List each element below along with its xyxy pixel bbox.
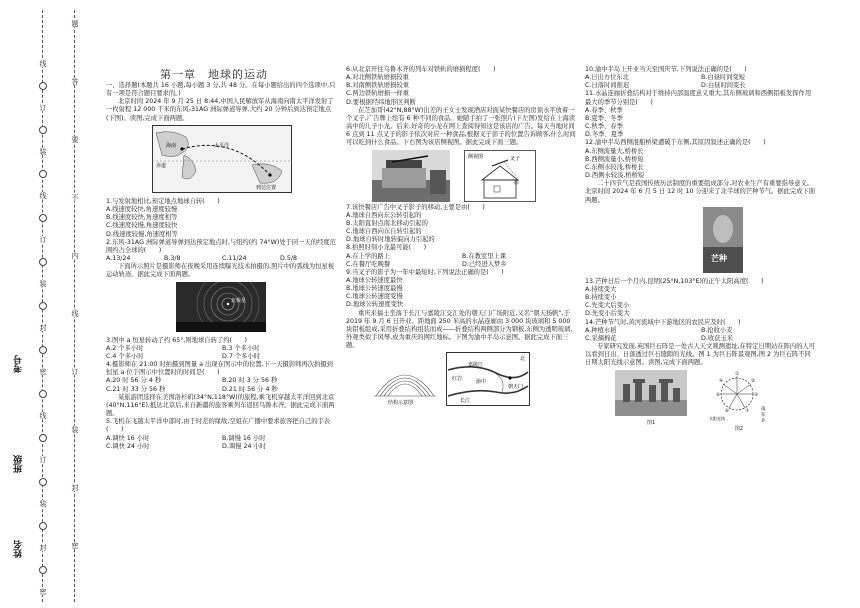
question-10: 10.渝中半岛上开业当天至国庆节,下列说法正确的是( ) xyxy=(585,66,747,73)
sun-ray-dial xyxy=(707,370,771,422)
binding-hole-icon xyxy=(39,170,47,178)
q5-option-b: B.调慢 16 小时 xyxy=(222,434,266,442)
stonehenge-photo xyxy=(615,370,687,416)
name-label: 姓名 xyxy=(14,540,24,558)
question-12: 12.渝中半岛西侧混船桥梁遭破于东侧,其原因叙述正确的是( ) xyxy=(585,139,766,147)
binding-hole-icon xyxy=(39,434,47,442)
q5-option-a: A.调快 16 小时 xyxy=(106,434,150,442)
q6-option-c: C.两边铁轨磨损一样重 xyxy=(346,90,410,98)
shadow-label: 影 xyxy=(514,179,520,186)
q1-option-b: B.线速度较快,角速度相等 xyxy=(106,214,178,222)
yuzhong-peninsula-map xyxy=(446,352,530,406)
side-view-diagram xyxy=(464,150,536,202)
question-13: 13.芒种日后一个月内,昆明(25°N,103°E)的正午太阳高度( ) xyxy=(585,277,764,285)
question-1: 1.与发射地相比,预定地点地球自转( ) xyxy=(106,197,220,205)
q13-option-a: A.持续变大 xyxy=(585,285,617,293)
q5-options-row-2 xyxy=(106,443,338,451)
q10-option-a: A.日出方位东北 xyxy=(585,74,629,82)
compass-south: 南 xyxy=(761,406,766,412)
dial-label-5: ⑤ xyxy=(716,392,721,398)
seal-line-word: 要 xyxy=(71,136,79,143)
q2-options xyxy=(106,255,338,263)
q14-option-b: B.抢收小麦 xyxy=(701,326,733,334)
q9-option-b: B.地球公转速度最慢 xyxy=(346,285,403,293)
q7-option-a: A.地球自西向东公转引起的 xyxy=(346,211,422,219)
q14-option-d: D.收获玉米 xyxy=(701,334,734,342)
q2-option-a: A.13/24 xyxy=(106,255,131,263)
column-1 xyxy=(106,82,338,451)
passage-chongqing: 重庆来福士坐落于长江与嘉陵江交汇处的朝天门广场附近,又名“朝天扬帆”,于 2019 年 9 月 6 日开业。距地面 250 米高的水晶连廊由 3 000 块玻璃和 5 000 块铝板组成,采用折叠结构组装而成——折叠结构两侧部分为钢板,东侧为透明玻璃,外观类似手风琴,成为重庆的网红地标。下图为渝中半岛示意图。据此完成下面三题。 xyxy=(346,309,573,350)
figure-1 xyxy=(615,370,687,433)
column-2 xyxy=(346,66,578,408)
seal-line-word: 封 xyxy=(71,484,79,491)
figure-1-caption: 图1 xyxy=(646,419,656,426)
q4-option-c: C.21 时 33 分 56 秒 xyxy=(106,385,166,393)
binding-mark: 密 xyxy=(39,368,47,375)
star-trail-photo xyxy=(176,282,338,335)
building-structure-figure xyxy=(370,352,440,406)
q9-option-d: D.地球公转速度变快 xyxy=(346,301,404,309)
binding-hole-icon xyxy=(39,390,47,398)
map2-north: 北 xyxy=(520,356,526,363)
fold-line-outer xyxy=(74,10,75,602)
question-7: 7.该快餐店广告中叉子影子的移动,主要是由( ) xyxy=(346,203,485,211)
q2-option-d: D.5/8 xyxy=(280,255,297,263)
side-view-title: 侧视图 xyxy=(468,153,484,160)
question-3: 3.图中 a 恒星转动了约 65°,则地球自转了约( ) xyxy=(106,336,247,344)
structure-caption: 结构示意图 xyxy=(388,400,414,407)
map2-changjiang: 长江 xyxy=(460,398,471,405)
dial-label-4: ④ xyxy=(719,378,724,384)
binding-margin xyxy=(0,0,95,608)
q10-option-d: D.白昼时间变长 xyxy=(701,82,746,90)
q8-option-d: D.已经进入梦乡 xyxy=(462,260,507,268)
binding-mark: 密 xyxy=(39,588,47,595)
binding-hole-icon xyxy=(39,126,47,134)
q11-option-b: B.夏季、冬季 xyxy=(585,114,623,122)
dial-label-1: ① xyxy=(735,371,740,377)
figure-2 xyxy=(707,370,771,433)
q11-option-d: D.冬季、夏季 xyxy=(585,131,624,139)
compass-east: 东 xyxy=(761,412,766,418)
q4-options-row-1 xyxy=(106,377,338,385)
q8-option-c: C.在餐厅吃晚餐 xyxy=(346,260,391,268)
q8-options-row-2 xyxy=(346,261,578,269)
q10-option-b: B.白昼时间变短 xyxy=(701,74,746,82)
q9-option-a: A.地球公转速度最快 xyxy=(346,276,403,284)
q5-options-row-1 xyxy=(106,435,338,443)
q3-options-row-1 xyxy=(106,345,338,353)
q12-option-b: B.西侧流量小,桥桥短 xyxy=(585,155,644,163)
question-6: 6.从北京开往乌鲁木齐的列车对铁轨的磨损程度( ) xyxy=(346,66,496,73)
q2-option-c: C.11/24 xyxy=(222,255,247,263)
q14-option-a: A.种植水稻 xyxy=(585,326,617,334)
binding-hole-icon xyxy=(39,522,47,530)
q12-option-c: C.东侧水较浅,桥桥长 xyxy=(585,163,644,171)
q9-option-c: C.地球公转速度变慢 xyxy=(346,293,403,301)
binding-hole-icon xyxy=(39,478,47,486)
binding-mark: 订 xyxy=(39,456,47,463)
binding-mark: 封 xyxy=(39,324,47,331)
seal-line-word: 订 xyxy=(71,368,79,375)
q1-option-d: D.线速度较慢,角速度相等 xyxy=(106,230,178,238)
binding-hole-icon xyxy=(39,346,47,354)
seal-line-word: 密 xyxy=(71,542,79,549)
seal-line-word: 内 xyxy=(71,252,79,259)
polaris-label: 北极星 xyxy=(231,297,247,304)
map-label-hainan: 海南 xyxy=(166,142,177,149)
question-9: 9.当叉子的影子为一年中最短时,下列说法正确的是( ) xyxy=(346,268,504,276)
binding-mark: 封 xyxy=(39,544,47,551)
class-label: 班级 xyxy=(14,455,24,473)
q3-option-a: A.2 个多小时 xyxy=(106,344,144,352)
dial-label-3: ③ xyxy=(754,392,759,398)
q13-option-c: C.先变大后变小 xyxy=(585,302,630,310)
q14-options-row-2 xyxy=(585,335,817,343)
q3-option-d: D.7 个多小时 xyxy=(222,352,261,360)
passage-stonehenge: 专家研究发现,英国巨石阵是一处古人天文观测遗址,在特定日期站在阵内的人可以看到日出、日落透过巨石缝隙的光线。图 1 为巨石阵景观图,图 2 为巨石阵不同日期太阳光线示意图。读图,完成下面两题。 xyxy=(585,343,816,367)
question-11: 11.水晶连廊折叠结构对于维持内部温度意义重大,其东侧玻璃和西侧铝板发挥作用最大的季节分别是( ) xyxy=(585,90,812,106)
q11-option-c: C.秋季、春季 xyxy=(585,123,623,131)
q12-option-d: D.西侧水较浅,桥桥短 xyxy=(585,172,645,180)
missile-map xyxy=(152,125,338,196)
q4-option-a: A.20 时 56 分 4 秒 xyxy=(106,377,162,385)
q8-options-row-1 xyxy=(346,253,578,261)
map2-hongyan: 红岩 xyxy=(452,376,463,383)
stonehenge-figures xyxy=(615,370,817,433)
q14-options-row-1 xyxy=(585,327,817,335)
q3-options-row-2 xyxy=(106,353,338,361)
map-label-target: 到达位置 xyxy=(256,184,277,191)
seal-line-word: 线 xyxy=(71,310,79,317)
map-label-equator: 赤道 xyxy=(156,162,167,169)
q6-option-a: A.对北侧铁轨磨损较重 xyxy=(346,74,409,82)
q4-option-d: D.21 时 56 分 4 秒 xyxy=(222,385,278,393)
binding-hole-icon xyxy=(39,258,47,266)
q13-option-b: B.持续变小 xyxy=(585,294,617,302)
dial-label-6: ⑥ xyxy=(725,408,730,414)
q8-option-b: B.在教室里上课 xyxy=(462,252,507,260)
q4-options-row-2 xyxy=(106,386,338,394)
q7-option-d: D.地球自转时地转偏向力引起的 xyxy=(346,236,435,244)
q11-option-a: A.春季、秋季 xyxy=(585,106,623,114)
binding-hole-icon xyxy=(39,566,47,574)
dial-label-2: ② xyxy=(751,378,756,384)
q12-option-a: A.东侧流量大,桥桥长 xyxy=(585,147,644,155)
q13-option-d: D.先变小后变大 xyxy=(585,310,630,318)
question-4: 4.摄影师在 21:00 时拍摄到图量 a 出现在图示中的位置,下一天摄影师再次拍摄到恒星 a 位于图示中位置时的时间是( ) xyxy=(106,361,333,377)
q5-option-c: C.调快 24 小时 xyxy=(106,442,150,450)
column-3 xyxy=(585,66,817,435)
poster-title: 芒种 xyxy=(711,253,727,263)
binding-mark: 装 xyxy=(39,500,47,507)
question-8: 8.拍照时刻小龙最可能( ) xyxy=(346,244,427,252)
binding-mark: 订 xyxy=(39,236,47,243)
binding-mark: 装 xyxy=(39,280,47,287)
passage-mangzhong: 二十四节气是我国传统历法制度的重要组成部分,对农业生产有重要指导意义。北京时间 2024 年 6 月 5 日 12 时 10 分迎来了北半球的芒种节气。据此完成下面两题。 xyxy=(585,180,816,204)
q8-option-a: A.在上学的路上 xyxy=(346,252,390,260)
passage-fork: 在芝加哥(42°N,88°W)出差的王女士发现酒店对面某快餐店的房顶水平放着一个叉子,广告牌上绘有 6 种不同的食品。她随手拍了一张照片(下左图)发给在上海读高中的儿子小龙。后来,好奇的小龙在网上查阅得知这是该店的广告。每天当地时间 6 点到 11 点叉子的影子依次对应一种食品,根据叉子影子的位置告诉顾客,什么时间可以吃到什么食品。下右图为该店侧视图。据此完成下面三题。 xyxy=(346,106,576,147)
passage-missile: 北京时间 2024 年 9 月 25 日 8:44,中国人民解放军从海南向南太平洋发射了一枚射程 12 000 千米的东风-31AG 洲际弹道导弹,大约 20 分钟后到达预定地点(下图)。读图,完成下面两题。 xyxy=(106,98,334,122)
q6-option-d: D.要根据经纬地形区判断 xyxy=(346,98,416,106)
map2-jialing: 嘉陵江 xyxy=(468,362,484,369)
passage-star-trails: 下面所示照片是摄影师在夜晚采用连续曝光技术拍摄的,照片中的弧线为恒星视运动轨迹。据此完成下面两题。 xyxy=(106,263,335,279)
restaurant-photo xyxy=(372,150,450,202)
dial-label-7: ⑦ xyxy=(745,408,750,414)
q4-option-b: B.20 时 3 分 56 秒 xyxy=(222,377,278,385)
question-2: 2.东风-31AG 洲际弹道导弹到达预定地点时,与纽约(约 74°W)处于同一天的经度范围约占全球的( ) xyxy=(106,238,336,254)
figure-2-caption: 图2 xyxy=(734,425,744,432)
binding-hole-icon xyxy=(39,214,47,222)
q10-option-c: C.日落时间推迟 xyxy=(585,82,630,90)
q2-option-b: B.3/8 xyxy=(164,255,181,263)
binding-mark: 线 xyxy=(39,412,47,419)
q3-option-b: B.3 个多小时 xyxy=(222,344,260,352)
q1-option-a: A.线速度较快,角速度较慢 xyxy=(106,206,178,214)
seal-line-word: 不 xyxy=(71,194,79,201)
exam-number-label: 考号 xyxy=(14,355,24,373)
question-14: 14.芒种节气时,黄河流域中下游地区的农民应及时( ) xyxy=(585,318,741,326)
q1-option-c: C.线速度较慢,角速度较快 xyxy=(106,222,178,230)
map-label-pacific: 太平洋 xyxy=(214,142,230,149)
seal-line-word: 题 xyxy=(71,20,79,27)
q3-option-c: C.4 个多小时 xyxy=(106,352,144,360)
binding-hole-icon xyxy=(39,302,47,310)
binding-mark: 装 xyxy=(39,148,47,155)
chapter-title: 第一章 地球的运动 xyxy=(160,68,268,81)
q7-option-b: B.太阳直射点南北移动引起的 xyxy=(346,219,428,227)
q7-option-c: C.地球自西向东自转引起的 xyxy=(346,228,422,236)
map2-chaotianmen: 朝天门 xyxy=(508,384,524,391)
binding-mark: 线 xyxy=(39,60,47,67)
sun-ray-label: 太阳光线 xyxy=(709,415,725,421)
fork-label: 叉子 xyxy=(510,155,521,162)
fork-figures xyxy=(372,150,578,202)
section-intro: 一、选择题(本题共 16 小题,每小题 3 分,共 48 分。在每小题给出的四个选项中,只有一项是符合题目要求的。) xyxy=(106,82,336,98)
passage-flight: 某旅游团选择在美国洛杉矶(34°N,118°W)的旅程,乘飞机穿越太平洋回到北京(40°N,116°E),抵达北京后,来自新疆的旅客乘列车返回乌鲁木齐。据此完成下面两题。 xyxy=(106,393,335,418)
binding-mark: 线 xyxy=(39,192,47,199)
q5-option-d: D.调慢 24 小时 xyxy=(222,442,267,450)
binding-hole-icon xyxy=(39,82,47,90)
compass-north: 北 xyxy=(761,418,766,422)
chongqing-figures xyxy=(370,352,578,406)
seal-line-word: 答 xyxy=(71,78,79,85)
question-5: 5.飞机在飞越太平洋中部时,由于时差的缘故,空姐在广播中要求旅客把自己的手表( ) xyxy=(106,418,331,434)
q6-option-b: B.对南侧铁轨磨损较重 xyxy=(346,82,409,90)
binding-mark: 订 xyxy=(39,104,47,111)
map2-yuzhong: 渝中 xyxy=(476,379,487,386)
seal-line-word: 装 xyxy=(71,426,79,433)
mangzhong-poster xyxy=(703,207,817,276)
q14-option-c: C.采摘棉花 xyxy=(585,334,617,342)
